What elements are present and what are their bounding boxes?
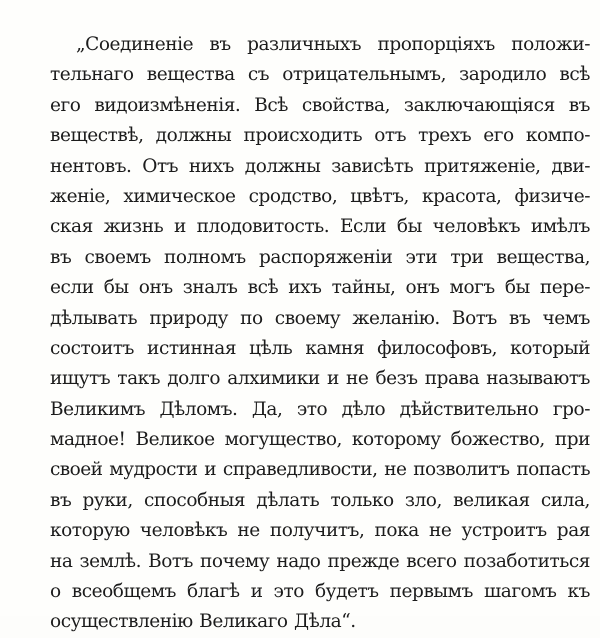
paragraph-line: тельнаго вещества съ отрицательнымъ, зародило всѣ [50, 64, 590, 86]
paragraph-line: состоитъ истинная цѣль камня философовъ, который [50, 337, 590, 359]
paragraph-line: мадное! Великое могущество, которому божество, при [50, 429, 590, 451]
paragraph-line: нентовъ. Отъ нихъ должны зависѣть притяженіе, дви- [50, 155, 590, 177]
paragraph-line: „Соединеніе въ различныхъ пропорціяхъ положи- [76, 34, 590, 55]
paragraph-line: его видоизмѣненія. Всѣ свойства, заключающіяся въ [50, 94, 590, 116]
quote-paragraph [50, 30, 590, 638]
paragraph-line: которую человѣкъ не получитъ, пока не устроитъ рая [50, 520, 590, 542]
paragraph-line: ская жизнь и плодовитость. Если бы человѣкъ имѣлъ [50, 216, 590, 238]
paragraph-line: ищутъ такъ долго алхимики и не безъ права называютъ [50, 368, 590, 390]
paragraph-line: веществѣ, должны происходить отъ трехъ его компо- [50, 125, 590, 147]
paragraph-line: осуществленію Великаго Дѣла“. [50, 611, 356, 633]
paragraph-line: дѣлывать природу по своему желанію. Вотъ въ чемъ [50, 307, 590, 329]
paragraph-line: своей мудрости и справедливости, не позволитъ попасть [50, 459, 590, 481]
paragraph-line: о всеобщемъ благѣ и это будетъ первымъ шагомъ къ [50, 581, 590, 603]
paragraph-line: если бы онъ зналъ всѣ ихъ тайны, онъ могъ бы пере- [50, 277, 590, 299]
paragraph-line: въ своемъ полномъ распоряженіи эти три вещества, [50, 246, 590, 268]
paragraph-line: Великимъ Дѣломъ. Да, это дѣло дѣйствительно гро- [50, 398, 590, 420]
paragraph-line: женіе, химическое сродство, цвѣтъ, красота, физиче- [50, 185, 590, 207]
paragraph-line: въ руки, способныя дѣлать только зло, великая сила, [50, 489, 590, 511]
paragraph-line: на землѣ. Вотъ почему надо прежде всего позаботиться [50, 550, 590, 572]
